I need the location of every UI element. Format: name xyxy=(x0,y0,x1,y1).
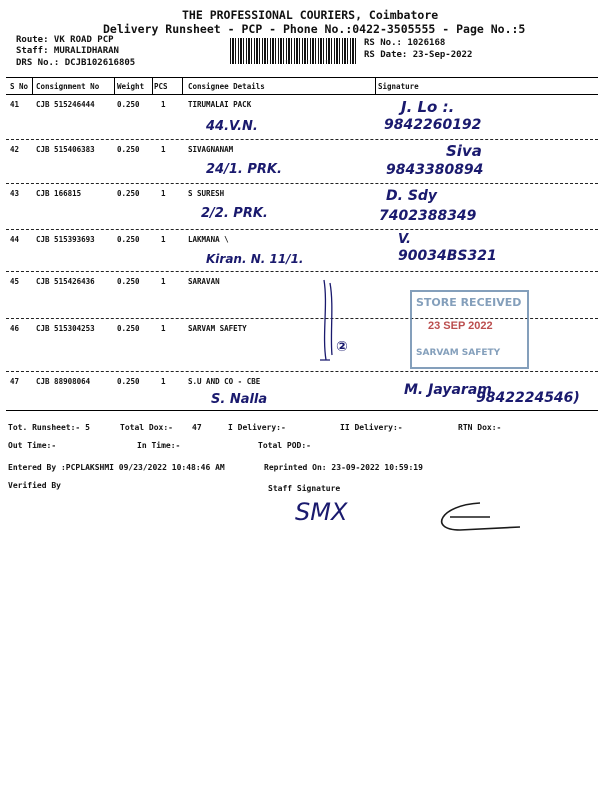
row-consignment: CJB 515426436 xyxy=(36,277,95,286)
row-pcs: 1 xyxy=(161,324,166,333)
row-weight: 0.250 xyxy=(117,235,140,244)
rs-date: RS Date: 23-Sep-2022 xyxy=(364,50,473,60)
total-dox-value: 47 xyxy=(192,423,202,432)
total-pod: Total POD:- xyxy=(258,441,311,450)
col-consignment: Consignment No xyxy=(36,82,100,91)
row-pcs: 1 xyxy=(161,145,166,154)
row-consignee: TIRUMALAI PACK xyxy=(188,100,252,109)
handwritten-signature: Siva xyxy=(446,142,482,160)
row-weight: 0.250 xyxy=(117,277,140,286)
row-pcs: 1 xyxy=(161,235,166,244)
total-runsheet: Tot. Runsheet:- 5 xyxy=(8,423,90,432)
rs-number: RS No.: 1026168 xyxy=(364,38,446,48)
row-consignment: CJB 515246444 xyxy=(36,100,95,109)
in-time: In Time:- xyxy=(137,441,181,450)
reprinted-on: Reprinted On: 23-09-2022 10:59:19 xyxy=(264,463,423,472)
col-sno: S No xyxy=(10,82,29,91)
handwritten-signature: M. Jayaram xyxy=(404,382,492,398)
handwritten-phone: 9843380894 xyxy=(386,162,484,178)
row-weight: 0.250 xyxy=(117,324,140,333)
handwritten-signature: D. Sdy xyxy=(386,188,438,204)
company-name: THE PROFESSIONAL COURIERS, Coimbatore xyxy=(182,8,439,22)
staff-signature-hand: SMX xyxy=(295,498,348,526)
row-sno: 42 xyxy=(10,145,20,154)
handwritten-address: 2/2. PRK. xyxy=(201,206,268,221)
table-row xyxy=(6,95,598,140)
table-row xyxy=(6,230,598,272)
handwritten-phone: 9842224546) xyxy=(476,390,580,406)
row-consignee: S SURESH xyxy=(188,189,225,198)
row-pcs: 1 xyxy=(161,377,166,386)
col-pcs: PCS xyxy=(154,82,168,91)
barcode xyxy=(230,38,358,64)
col-consignee: Consignee Details xyxy=(188,82,265,91)
row-consignee: SARVAM SAFETY xyxy=(188,324,247,333)
verified-by: Verified By xyxy=(8,481,61,490)
handwritten-signature: V. xyxy=(398,232,411,247)
row-sno: 41 xyxy=(10,100,20,109)
handwritten-scribble xyxy=(420,495,530,540)
handwritten-address: Kiran. N. 11/1. xyxy=(206,252,304,266)
row-sno: 47 xyxy=(10,377,20,386)
stamp-date: 23 SEP 2022 xyxy=(428,320,493,332)
row-sno: 44 xyxy=(10,235,20,244)
row-weight: 0.250 xyxy=(117,100,140,109)
stamp-title: STORE RECEIVED xyxy=(416,296,522,309)
row-pcs: 1 xyxy=(161,100,166,109)
row-weight: 0.250 xyxy=(117,145,140,154)
row-sno: 46 xyxy=(10,324,20,333)
handwritten-phone: 90034BS321 xyxy=(398,248,497,264)
row-consignee: SARAVAN xyxy=(188,277,220,286)
row-consignee: S.U AND CO - CBE xyxy=(188,377,261,386)
handwritten-address: S. Nalla xyxy=(211,392,268,407)
total-dox-label: Total Dox:- xyxy=(120,423,173,432)
received-stamp xyxy=(410,290,529,369)
row-consignment: CJB 166815 xyxy=(36,189,82,198)
row-pcs: 1 xyxy=(161,189,166,198)
row-pcs: 1 xyxy=(161,277,166,286)
ii-delivery: II Delivery:- xyxy=(340,423,403,432)
row-consignment: CJB 515406383 xyxy=(36,145,95,154)
table-row xyxy=(6,184,598,230)
i-delivery: I Delivery:- xyxy=(228,423,286,432)
table-header xyxy=(6,78,598,95)
row-weight: 0.250 xyxy=(117,377,140,386)
row-consignment: CJB 515304253 xyxy=(36,324,95,333)
col-signature: Signature xyxy=(378,82,419,91)
handwritten-address: 44.V.N. xyxy=(206,119,258,134)
row-consignee: LAKMANA \ xyxy=(188,235,229,244)
table-row xyxy=(6,140,598,184)
route-label: Route: VK ROAD PCP xyxy=(16,35,114,45)
row-consignment: CJB 88908064 xyxy=(36,377,91,386)
staff-label: Staff: MURALIDHARAN xyxy=(16,46,119,56)
handwritten-phone: 9842260192 xyxy=(384,117,482,133)
runsheet-title: Delivery Runsheet - PCP - Phone No.:0422-3505555 - Page No.:5 xyxy=(103,22,526,36)
row-consignee: SIVAGNANAM xyxy=(188,145,234,154)
row-sno: 43 xyxy=(10,189,20,198)
stamp-footer: SARVAM SAFETY xyxy=(416,348,501,358)
row-weight: 0.250 xyxy=(117,189,140,198)
rtn-dox: RTN Dox:- xyxy=(458,423,502,432)
handwritten-bracket xyxy=(310,275,350,370)
out-time: Out Time:- xyxy=(8,441,57,450)
handwritten-phone: 7402388349 xyxy=(379,208,477,224)
col-weight: Weight xyxy=(117,82,145,91)
row-sno: 45 xyxy=(10,277,20,286)
handwritten-address: 24/1. PRK. xyxy=(206,162,282,177)
staff-signature-label: Staff Signature xyxy=(268,484,341,493)
entered-by: Entered By :PCPLAKSHMI 09/23/2022 10:48:46 AM xyxy=(8,463,225,472)
table-row xyxy=(6,372,598,411)
row-consignment: CJB 515393693 xyxy=(36,235,95,244)
handwritten-mark: ② xyxy=(336,339,348,355)
drs-number: DRS No.: DCJB102616805 xyxy=(16,58,136,68)
handwritten-signature: J. Lo :. xyxy=(401,98,455,116)
